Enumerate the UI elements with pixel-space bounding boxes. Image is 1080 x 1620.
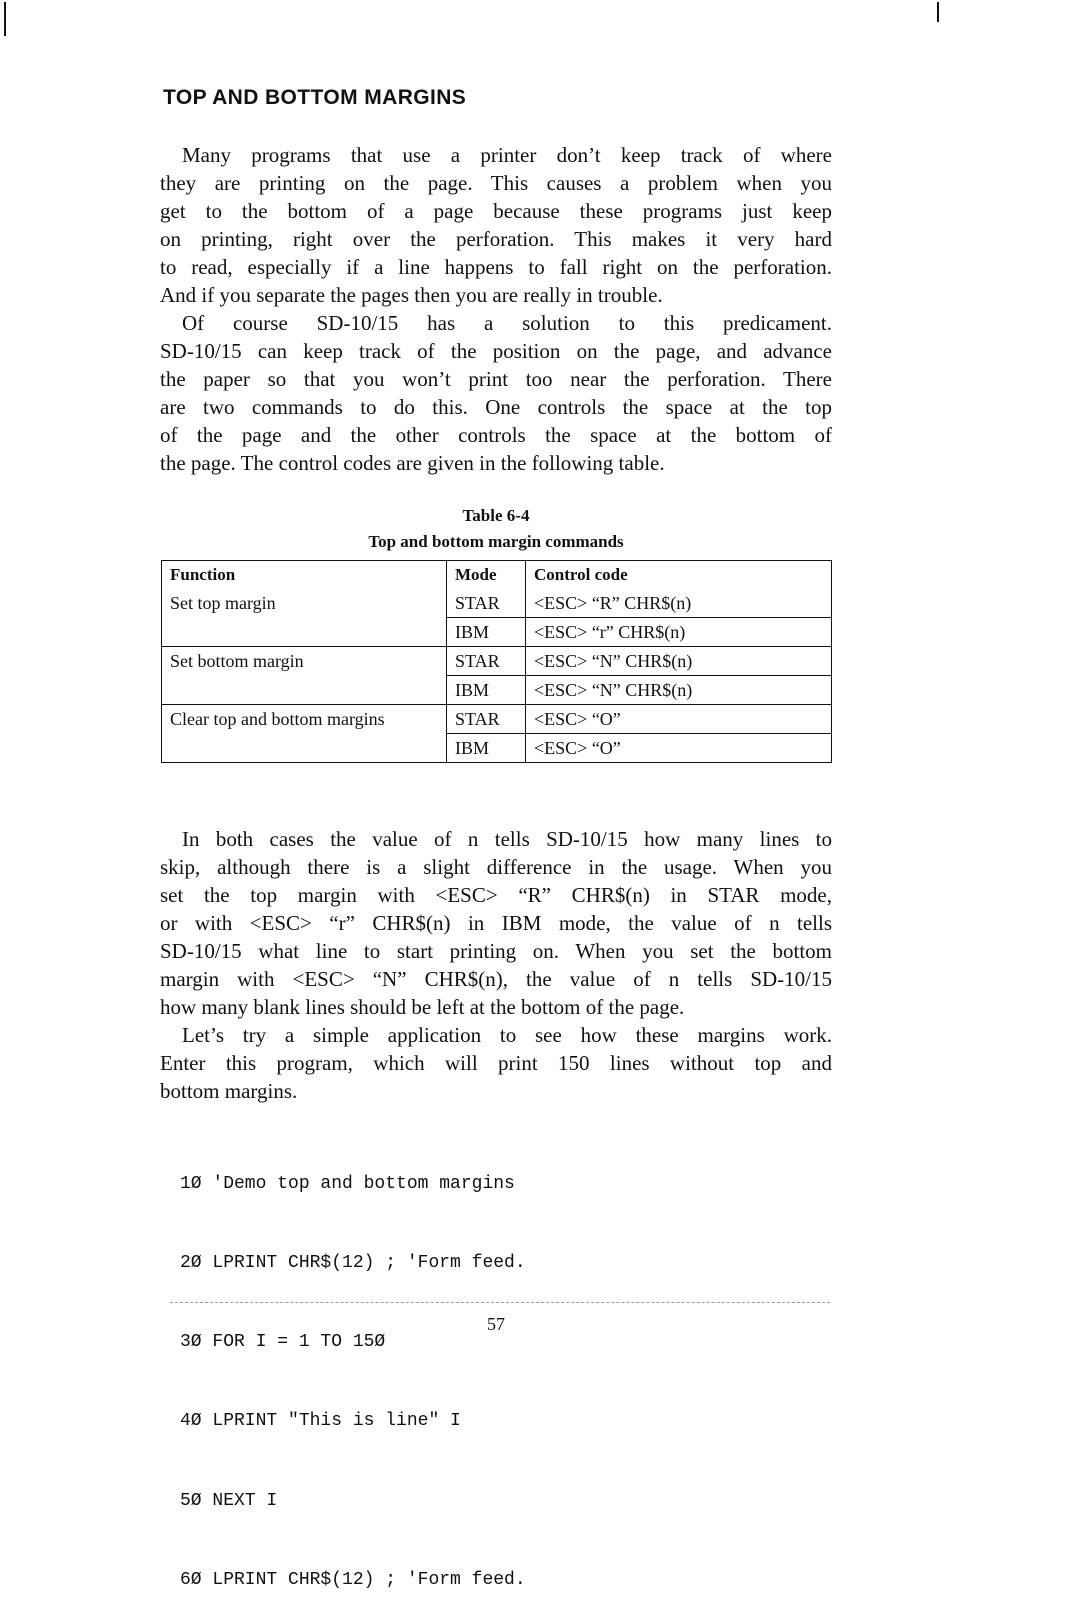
cell-function: [162, 676, 447, 705]
paragraph-usage: [160, 825, 832, 1021]
text-line: of the page and the other controls the space at the bottom of: [160, 423, 832, 447]
text-line: get to the bottom of a page because these programs just keep: [160, 199, 832, 223]
table-row: [162, 705, 832, 734]
text-line: set the top margin with <ESC> “R” CHR$(n) in STAR mode,: [160, 883, 832, 907]
code-line: 6Ø LPRINT CHR$(12) ; 'Form feed.: [180, 1569, 526, 1590]
code-line: 3Ø FOR I = 1 TO 15Ø: [180, 1332, 386, 1353]
cell-control-code: <ESC> “O”: [526, 734, 832, 763]
header-control-code: Control code: [526, 561, 832, 590]
table-title: Top and bottom margin commands: [368, 532, 624, 551]
scan-edge-mark-right: [937, 2, 939, 22]
text-line: the paper so that you won’t print too near the perforation. There: [160, 367, 832, 391]
cell-mode: IBM: [447, 618, 526, 647]
text-line: And if you separate the pages then you are really in trouble.: [160, 283, 663, 307]
text-line: SD-10/15 what line to start printing on. When you set the bottom: [160, 939, 832, 963]
margin-commands-table: [161, 560, 832, 763]
table-number: Table 6-4: [462, 506, 530, 525]
scan-edge-mark-left: [4, 2, 6, 36]
text-line: Many programs that use a printer don’t keep track of where: [182, 143, 832, 167]
cell-control-code: <ESC> “R” CHR$(n): [526, 589, 832, 618]
header-mode: Mode: [447, 561, 526, 590]
text-line: they are printing on the page. This causes a problem when you: [160, 171, 832, 195]
cell-mode: IBM: [447, 676, 526, 705]
cell-mode: STAR: [447, 705, 526, 734]
cell-control-code: <ESC> “N” CHR$(n): [526, 647, 832, 676]
code-line: 2Ø LPRINT CHR$(12) ; 'Form feed.: [180, 1253, 526, 1274]
text-line: skip, although there is a slight difference in the usage. When you: [160, 855, 832, 879]
cell-control-code: <ESC> “O”: [526, 705, 832, 734]
code-line: 1Ø 'Demo top and bottom margins: [180, 1173, 515, 1194]
header-function: Function: [162, 561, 447, 590]
cell-control-code: <ESC> “N” CHR$(n): [526, 676, 832, 705]
text-line: margin with <ESC> “N” CHR$(n), the value of n tells SD-10/15: [160, 967, 832, 991]
text-line: or with <ESC> “r” CHR$(n) in IBM mode, the value of n tells: [160, 911, 832, 935]
table-row: [162, 647, 832, 676]
cell-mode: IBM: [447, 734, 526, 763]
cell-control-code: <ESC> “r” CHR$(n): [526, 618, 832, 647]
paragraph-solution: [160, 309, 832, 477]
cell-mode: STAR: [447, 589, 526, 618]
cell-function: Set bottom margin: [162, 647, 447, 676]
cell-mode: STAR: [447, 647, 526, 676]
page-number: 57: [487, 1314, 505, 1334]
cell-function: [162, 734, 447, 763]
basic-program-listing: [180, 1118, 526, 1620]
section-heading: TOP AND BOTTOM MARGINS: [163, 86, 467, 109]
text-line: on printing, right over the perforation. This makes it very hard: [160, 227, 832, 251]
table-row: [162, 734, 832, 763]
cell-function: Set top margin: [162, 589, 447, 618]
table-row: [162, 676, 832, 705]
paragraph-intro: [160, 141, 832, 309]
text-line: Enter this program, which will print 150 lines without top and: [160, 1051, 832, 1075]
cell-function: Clear top and bottom margins: [162, 705, 447, 734]
text-line: Of course SD-10/15 has a solution to this predicament.: [182, 311, 832, 335]
paragraph-example: [160, 1021, 832, 1105]
text-line: how many blank lines should be left at the bottom of the page.: [160, 995, 685, 1019]
text-line: SD-10/15 can keep track of the position on the page, and advance: [160, 339, 832, 363]
text-line: In both cases the value of n tells SD-10/15 how many lines to: [182, 827, 832, 851]
code-line: 5Ø NEXT I: [180, 1490, 278, 1511]
text-line: to read, especially if a line happens to fall right on the perforation.: [160, 255, 832, 279]
table-row: [162, 589, 832, 618]
cell-function: [162, 618, 447, 647]
text-line: bottom margins.: [160, 1079, 298, 1103]
code-line: 4Ø LPRINT "This is line" I: [180, 1411, 461, 1432]
footer-rule: [170, 1302, 830, 1303]
text-line: are two commands to do this. One controls the space at the top: [160, 395, 832, 419]
text-line: the page. The control codes are given in the following table.: [160, 451, 665, 475]
table-row: [162, 618, 832, 647]
text-line: Let’s try a simple application to see how these margins work.: [182, 1023, 832, 1047]
